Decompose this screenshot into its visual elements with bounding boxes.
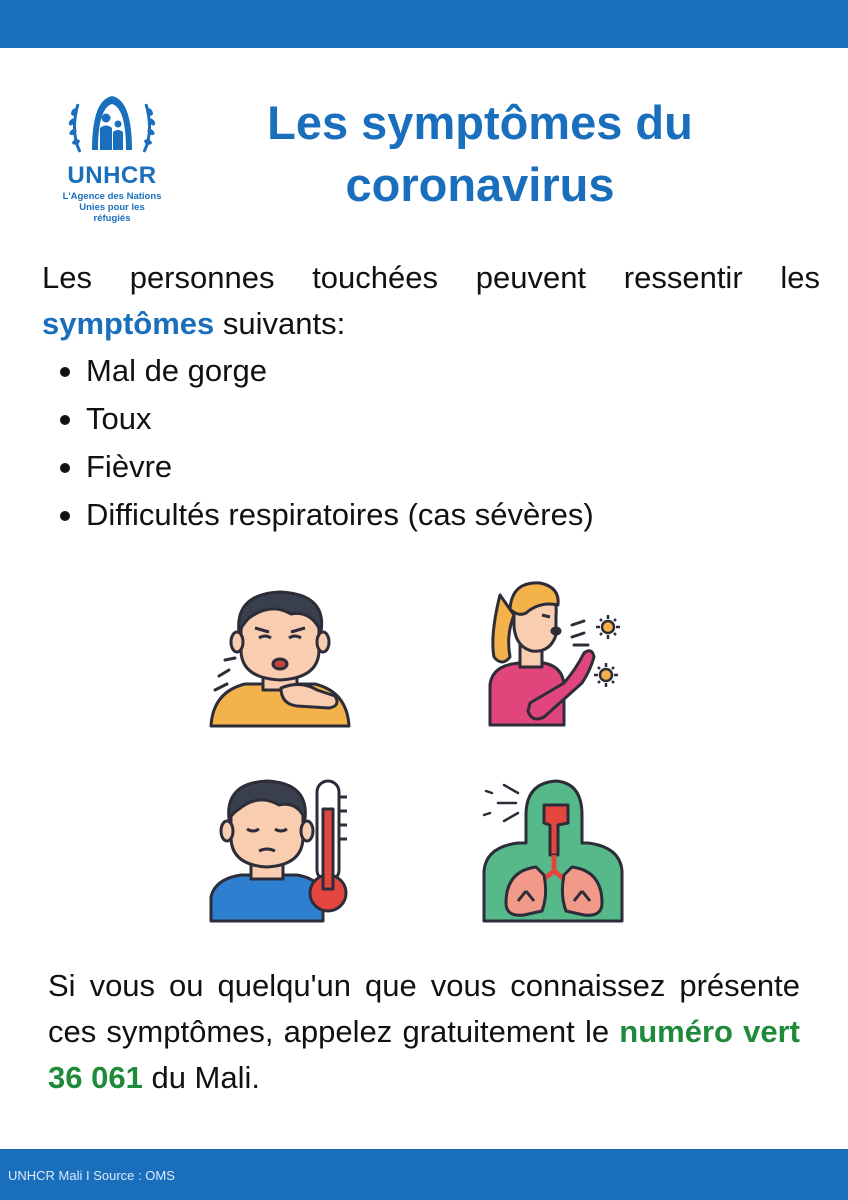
unhcr-logo: [62, 92, 162, 224]
fever-icon: [205, 775, 365, 925]
intro-highlight: symptômes: [42, 306, 215, 341]
list-item: Difficultés respiratoires (cas sévères): [86, 491, 594, 539]
outro-paragraph: [48, 963, 800, 1101]
symptom-list: [86, 347, 594, 539]
hotline-number: numéro vert 36 061: [48, 1014, 800, 1095]
sore-throat-icon: [205, 580, 355, 730]
page-title: [240, 92, 720, 216]
outro-text-after: du Mali.: [151, 1060, 260, 1095]
intro-text-after: suivants:: [222, 306, 346, 341]
header-bar: [0, 0, 848, 48]
unhcr-emblem-icon: [62, 92, 162, 162]
list-item: Fièvre: [86, 443, 594, 491]
cough-icon: [480, 575, 630, 730]
intro-paragraph: [42, 255, 820, 347]
outro-text-before: Si vous ou quelqu'un que vous connaissez présente ces symptômes, appelez gratuitement le: [48, 968, 800, 1049]
title-line1: Les symptômes du: [267, 96, 693, 149]
logo-name: UNHCR: [67, 162, 157, 189]
intro-text-before: Les personnes touchées peuvent ressentir les: [42, 260, 820, 295]
logo-tagline: [62, 191, 162, 224]
title-line2: coronavirus: [345, 158, 615, 211]
footer-text: UNHCR Mali I Source : OMS: [8, 1168, 175, 1183]
list-item: Toux: [86, 395, 594, 443]
list-item: Mal de gorge: [86, 347, 594, 395]
logo-tagline-line1: L'Agence des Nations: [62, 191, 162, 202]
logo-tagline-line2: Unies pour les réfugiés: [79, 202, 145, 224]
breathing-difficulty-icon: [478, 775, 628, 925]
